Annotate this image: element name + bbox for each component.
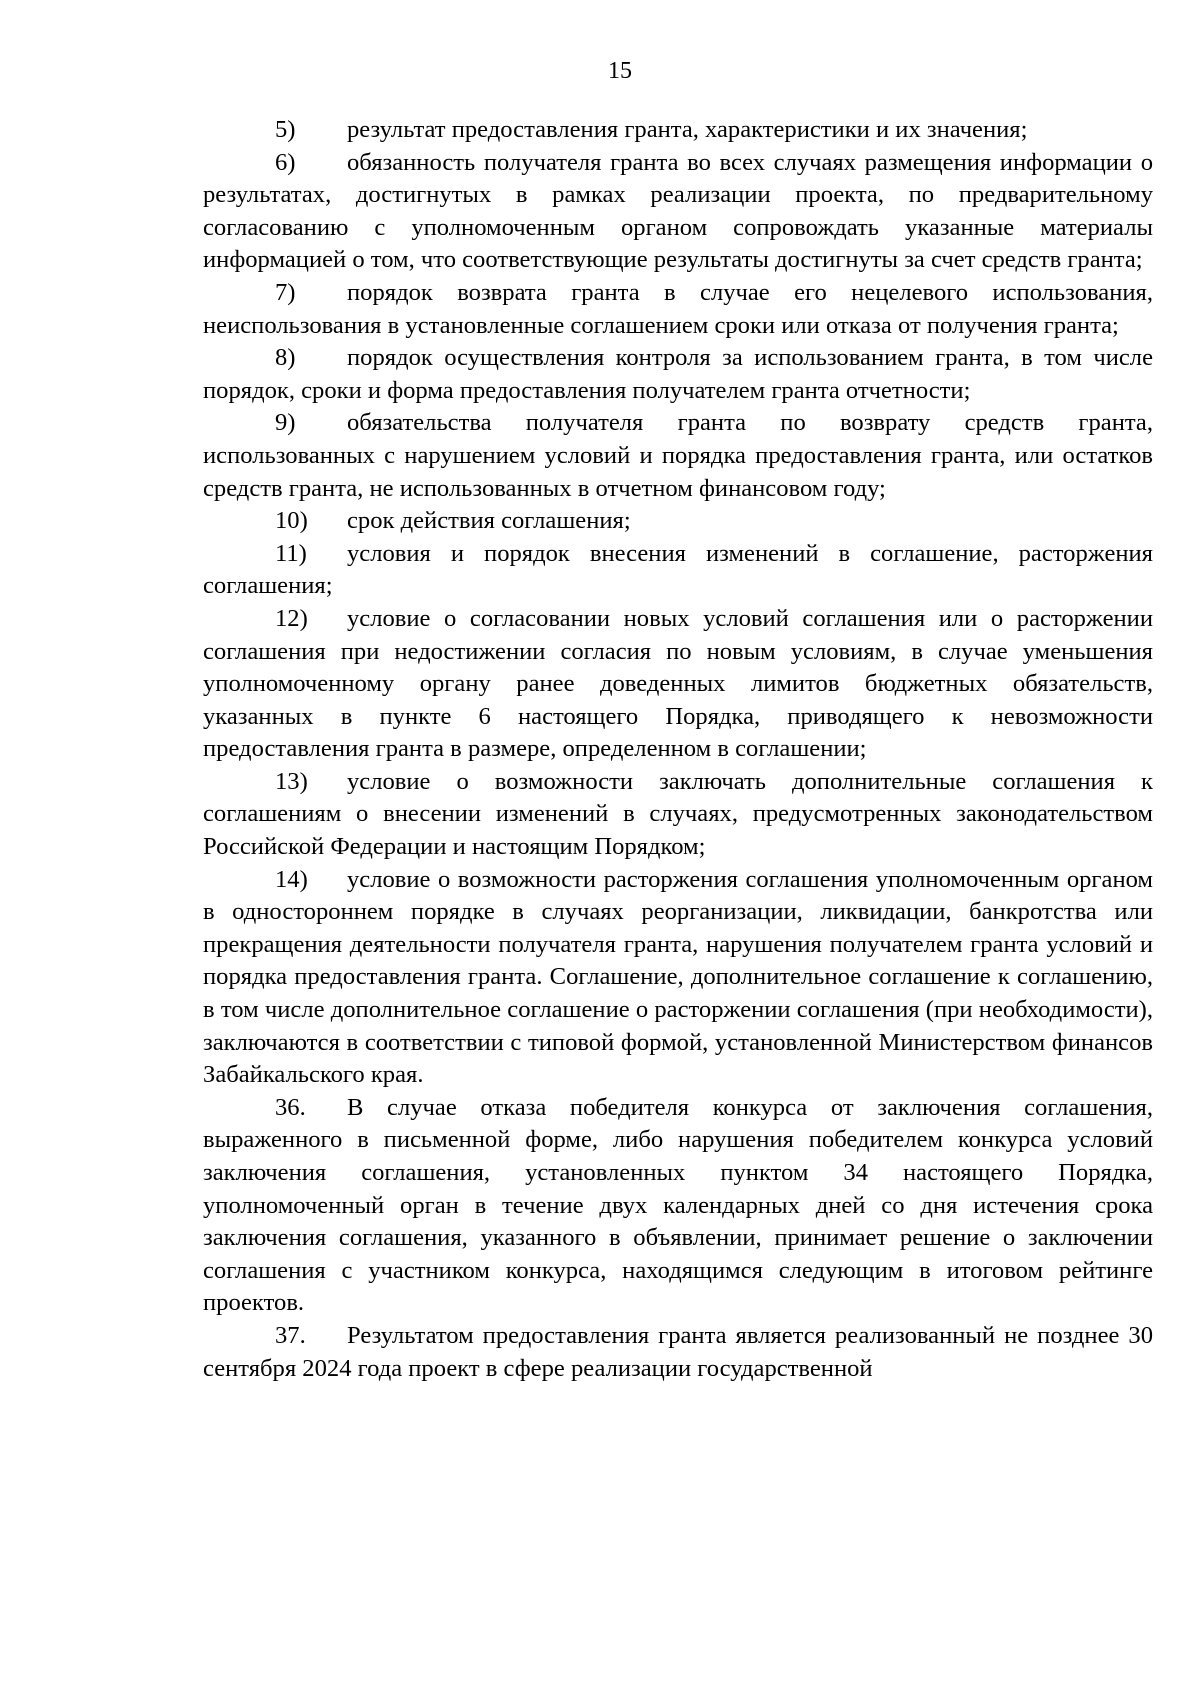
section-text: Результатом предоставления гранта является реализованный не позднее 30 сентября 2024 года проект в сфере реализации государственной [203, 1321, 1153, 1382]
document-body [203, 114, 1153, 1385]
list-item [203, 505, 1153, 538]
item-number: 11) [275, 539, 307, 567]
item-text: условие о возможности расторжения соглашения уполномоченным органом в одностороннем порядке в случаях реорганизации, ликвидации, банкротства или прекращения деятельности получателя гранта, нарушения получателем гранта условий и порядка предоставления гранта. Соглашение, дополнительное соглашение к соглашению, в том числе дополнительное соглашение о расторжении соглашения (при необходимости), заключаются в соответствии с типовой формой, установленной Министерством финансов Забайкальского края. [203, 865, 1153, 1089]
item-text: порядок осуществления контроля за использованием гранта, в том числе порядок, сроки и форма предоставления получателем гранта отчетности; [203, 344, 1153, 404]
list-item [203, 114, 1153, 147]
section-text: В случае отказа победителя конкурса от заключения соглашения, выраженного в письменной форме, либо нарушения победителем конкурса условий заключения соглашения, установленных пунктом 34 настоящего Порядка, уполномоченный орган в течение двух календарных дней со дня истечения срока заключения соглашения, указанного в объявлении, принимает решение о заключении соглашения с участником конкурса, находящимся следующим в итоговом рейтинге проектов. [203, 1093, 1153, 1317]
item-number: 5) [275, 116, 296, 143]
list-item [203, 864, 1153, 1092]
list-item [203, 407, 1153, 505]
page-number: 15 [608, 58, 632, 84]
list-item [203, 603, 1153, 766]
item-text: условие о согласовании новых условий соглашения или о расторжении соглашения при недостижении согласия по новым условиям, в случае уменьшения уполномоченному органу ранее доведенных лимитов бюджетных обязательств, указанных в пункте 6 настоящего Порядка, приводящего к невозможности предоставления гранта в размере, определенном в соглашении; [203, 604, 1153, 763]
item-number: 8) [275, 344, 296, 372]
item-text: обязательства получателя гранта по возврату средств гранта, использованных с нарушением условий и порядка предоставления гранта, или остатков средств гранта, не использованных в отчетном финансовом году; [203, 409, 1153, 502]
item-number: 9) [275, 409, 296, 437]
section-paragraph [203, 1092, 1153, 1320]
item-text: результат предоставления гранта, характеристики и их значения; [347, 116, 1028, 143]
list-item [203, 147, 1153, 277]
item-number: 12) [275, 604, 308, 632]
item-text: порядок возврата гранта в случае его нецелевого использования, неиспользования в установленные соглашением сроки или отказа от получения гранта; [203, 278, 1153, 339]
list-item [203, 766, 1153, 864]
item-number: 14) [275, 865, 308, 893]
section-number: 37. [275, 1321, 306, 1349]
item-number: 10) [275, 507, 308, 535]
section-number: 36. [275, 1093, 306, 1121]
list-item [203, 342, 1153, 407]
item-number: 6) [275, 148, 296, 176]
section-paragraph [203, 1320, 1153, 1385]
item-number: 13) [275, 767, 308, 795]
list-item [203, 538, 1153, 603]
item-text: условие о возможности заключать дополнительные соглашения к соглашениям о внесении изменений в случаях, предусмотренных законодательством Российской Федерации и настоящим Порядком; [203, 767, 1153, 861]
list-item [203, 277, 1153, 342]
item-text: срок действия соглашения; [347, 507, 631, 535]
item-text: условия и порядок внесения изменений в соглашение, расторжения соглашения; [203, 539, 1153, 600]
item-text: обязанность получателя гранта во всех случаях размещения информации о результатах, достигнутых в рамках реализации проекта, по предварительному согласованию с уполномоченным органом сопровождать указанные материалы информацией о том, что соответствующие результаты достигнуты за счет средств гранта; [203, 148, 1153, 274]
item-number: 7) [275, 278, 296, 306]
